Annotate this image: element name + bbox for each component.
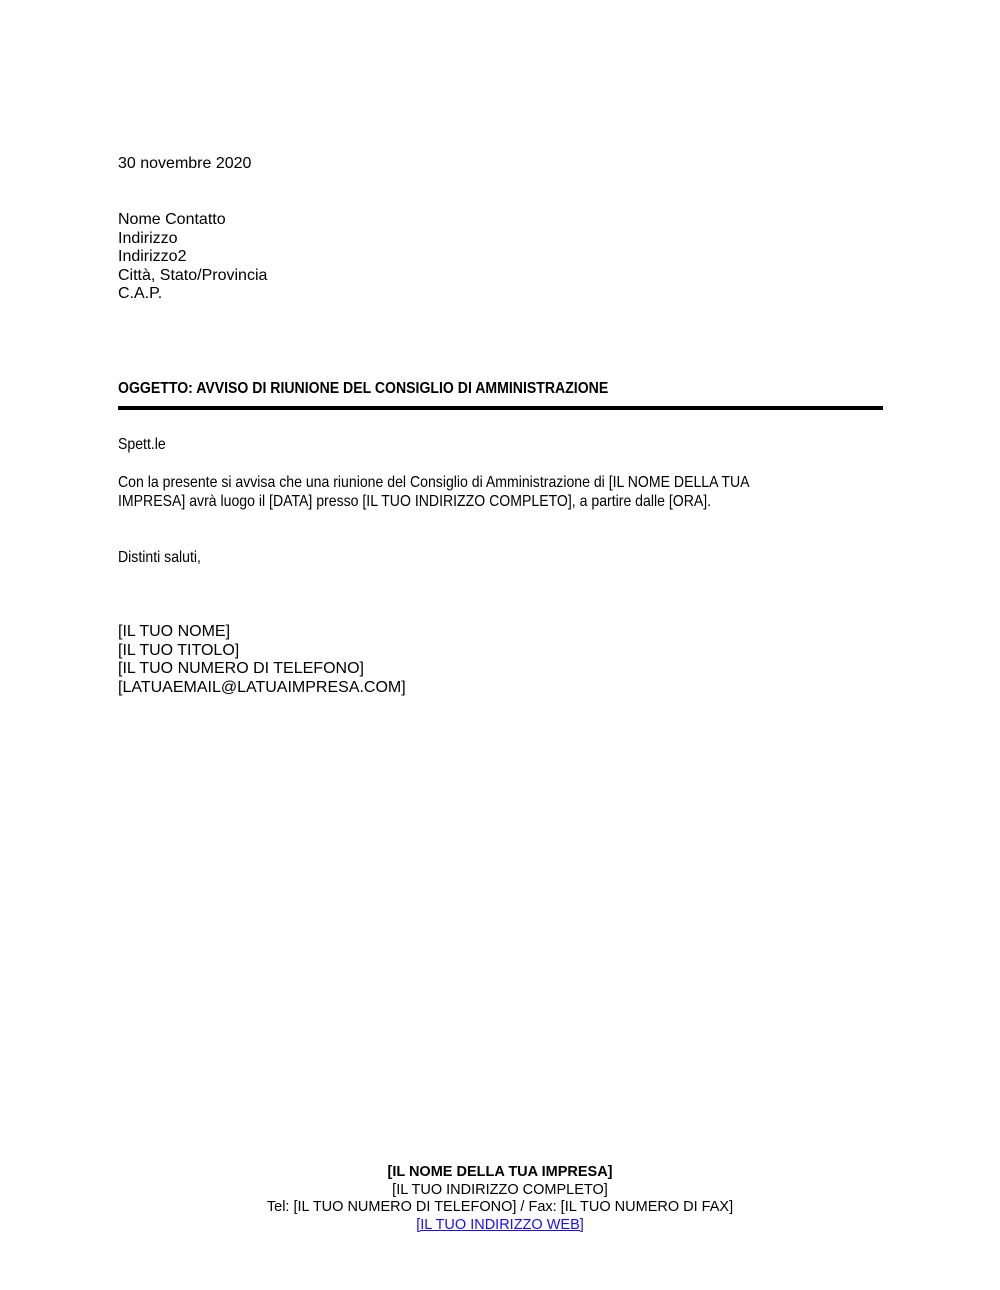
body-paragraph [118, 474, 750, 512]
body-line: IMPRESA] avrà luogo il [DATA] presso [IL TUO INDIRIZZO COMPLETO], a partire dalle [ORA]. [118, 493, 712, 510]
recipient-city-state: Città, Stato/Provincia [118, 266, 268, 284]
signer-title: [IL TUO TITOLO] [118, 641, 240, 659]
closing: Distinti saluti, [118, 549, 201, 566]
footer-address: [IL TUO INDIRIZZO COMPLETO] [392, 1181, 608, 1198]
footer-contact: Tel: [IL TUO NUMERO DI TELEFONO] / Fax: [IL TUO NUMERO DI FAX] [266, 1199, 734, 1215]
recipient-address-line-1: Indirizzo [118, 229, 178, 247]
salutation: Spett.le [118, 436, 166, 453]
recipient-address-line-2: Indirizzo2 [118, 248, 187, 265]
footer-company-name: [IL NOME DELLA TUA IMPRESA] [387, 1164, 613, 1180]
signer-name: [IL TUO NOME] [118, 623, 231, 640]
signer-phone: [IL TUO NUMERO DI TELEFONO] [118, 660, 364, 677]
recipient-address-block [118, 211, 267, 304]
signer-email: [LATUAEMAIL@LATUAIMPRESA.COM] [118, 678, 406, 696]
letterhead-footer [0, 1164, 1000, 1234]
body-line: Con la presente si avvisa che una riunione del Consiglio di Amministrazione di [IL NOME DELLA TUA [118, 474, 750, 491]
letter-date: 30 novembre 2020 [118, 155, 252, 172]
signature-block [118, 623, 406, 697]
footer-web-link[interactable]: [IL TUO INDIRIZZO WEB] [416, 1216, 584, 1233]
recipient-postal-code: C.A.P. [118, 285, 163, 302]
subject-line: OGGETTO: AVVISO DI RIUNIONE DEL CONSIGLIO DI AMMINISTRAZIONE [118, 380, 609, 397]
subject-divider [118, 406, 883, 410]
recipient-name: Nome Contatto [118, 211, 226, 228]
